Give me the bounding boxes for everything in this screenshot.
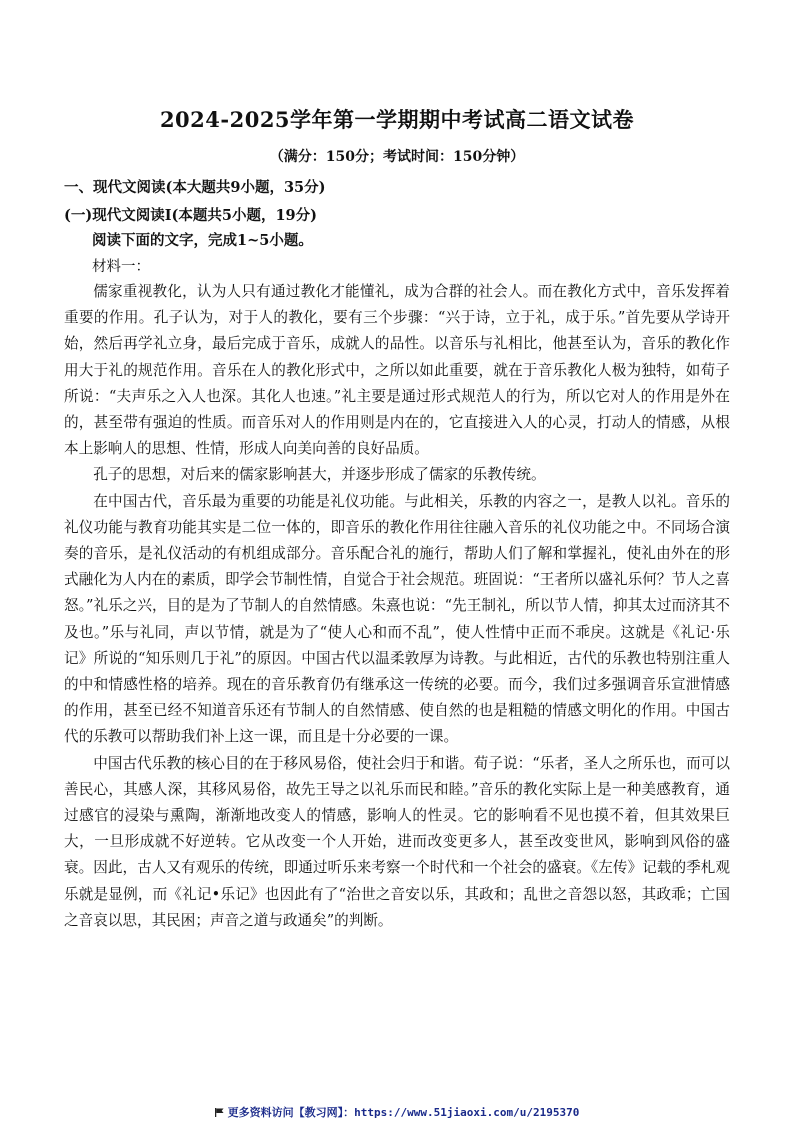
footer-banner [0,1104,794,1120]
page-title: 2024-2025学年第一学期期中考试高二语文试卷 [159,107,635,132]
exam-info: （满分：150分；考试时间：150分钟） [269,149,525,165]
passage-paragraph: 儒家重视教化，认为人只有通过教化才能懂礼，成为合群的社会人。而在教化方式中，音乐发挥着重要的作用。孔子认为，对于人的教化，要有三个步骤：“兴于诗，立于礼，成于乐。”首先要从学诗开始，然后再学礼立身，最后完成于音乐，成就人的品性。以音乐与礼相比，他甚至认为，音乐的教化作用大于礼的规范作用。音乐在人的教化形式中，之所以如此重要，就在于音乐教化人极为独特，如荀子所说：“夫声乐之入人也深。其化人也速。”礼主要是通过形式规范人的行为，所以它对人的作用是外在的，甚至带有强迫的性质。而音乐对人的作用则是内在的，它直接进入人的心灵，打动人的情感，从根本上影响人的思想、性情，形成人向美向善的良好品质。 [64,283,730,458]
section-heading-part1-sub: (一)现代文阅读Ⅰ(本题共5小题，19分) [64,207,317,224]
footer-prefix: 更多资料访问【教习网】： [227,1106,355,1119]
material-label: 材料一： [92,259,150,275]
reading-instruction: 阅读下面的文字，完成1~5小题。 [92,232,313,249]
section-heading-part1: 一、现代文阅读(本大题共9小题，35分) [64,179,326,196]
passage-paragraph: 孔子的思想，对后来的儒家影响甚大，并逐步形成了儒家的乐教传统。 [93,466,546,484]
passage-paragraph: 在中国古代，音乐最为重要的功能是礼仪功能。与此相关，乐教的内容之一，是教人以礼。音乐的礼仪功能与教育功能其实是二位一体的，即音乐的教化作用往往融入音乐的礼仪功能之中。不同场合演奏的音乐，是礼仪活动的有机组成部分。音乐配合礼的施行，帮助人们了解和掌握礼，使礼由外在的形式融化为人内在的素质，即学会节制性情，自觉合于社会规范。班固说：“王者所以盛礼乐何？节人之喜怒。”礼乐之兴，目的是为了节制人的自然情感。朱熹也说：“先王制礼，所以节人情，抑其太过而济其不及也。”乐与礼同，声以节情，就是为了“使人心和而不乱”，使人性情中正而不乖戾。这就是《礼记·乐记》所说的“知乐则几于礼”的原因。中国古代以温柔敦厚为诗教。与此相近，古代的乐教也特别注重人的中和情感性格的培养。现在的音乐教育仍有继承这一传统的必要。而今，我们过多强调音乐宣泄情感的作用，甚至已经不知道音乐还有节制人的自然情感、使自然的也是粗糙的情感文明化的作用。中国古代的乐教可以帮助我们补上这一课，而且是十分必要的一课。 [64,492,730,746]
reading-passage [64,279,730,934]
passage-paragraph: 中国古代乐教的核心目的在于移风易俗，使社会归于和谐。荀子说：“乐者，圣人之所乐也，而可以善民心，其感人深，其移风易俗，故先王导之以礼乐而民和睦。”音乐的教化实际上是一种美感教育，通过感官的浸染与熏陶，渐渐地改变人的情感，影响人的性灵。它的影响看不见也摸不着，但其效果巨大，一旦形成就不好逆转。它从改变一个人开始，进而改变更多人，甚至改变世风，影响到风俗的盛衰。因此，古人又有观乐的传统，即通过听乐来考察一个时代和一个社会的盛衰。《左传》记载的季札观乐就是显例，而《礼记•乐记》也因此有了“治世之音安以乐，其政和；乱世之音怨以怒，其政乖；亡国之音哀以思，其民困；声音之道与政通矣”的判断。 [64,754,730,929]
flag-icon [215,1108,224,1117]
footer-link[interactable]: https://www.51jiaoxi.com/u/2195370 [354,1106,580,1119]
